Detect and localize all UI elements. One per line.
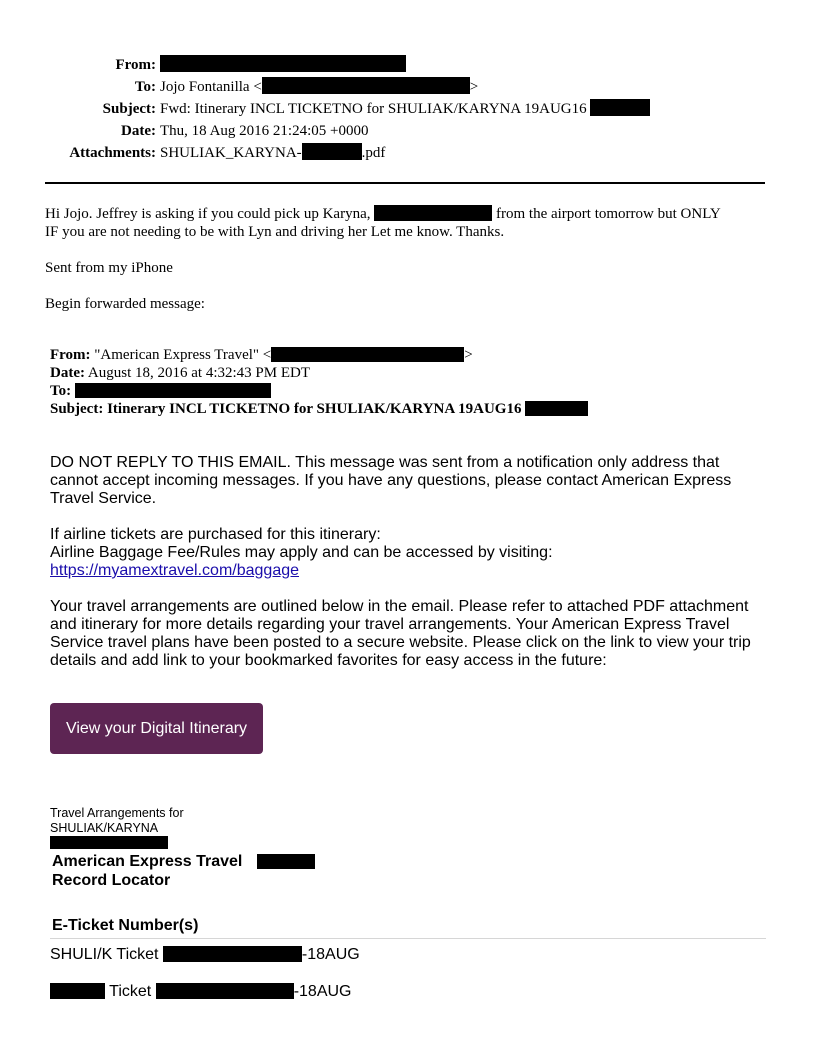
attachment-suffix[interactable]: .pdf (361, 145, 386, 161)
redacted-passenger-name (50, 983, 105, 999)
redacted-body-name (374, 205, 492, 221)
arrangements-paragraph: Your travel arrangements are outlined below in the email. Please refer to attached PDF attachment and itinerary for more details regarding your travel arrangements. Your American Express Travel Service travel plans have been posted to a secure website. Please click on the link to view your trip details and add link to your bookmarked favorites for easy access in the future: (50, 598, 751, 669)
fwd-date-label: Date: (50, 365, 85, 381)
redacted-record-locator (257, 854, 315, 869)
to-close: > (469, 79, 479, 95)
attachments-label: Attachments: (69, 145, 156, 161)
travel-arrangements (50, 806, 184, 853)
baggage-link[interactable]: https://myamextravel.com/baggage (50, 562, 300, 579)
redacted-attachment (302, 143, 362, 160)
to-label: To: (134, 79, 156, 95)
arrangements-line2: SHULIAK/KARYNA (50, 821, 159, 835)
redacted-to-email (262, 77, 470, 94)
signature: Sent from my iPhone (45, 260, 173, 276)
record-locator (52, 852, 315, 890)
view-itinerary-button[interactable]: View your Digital Itinerary (50, 703, 263, 754)
ticket-row (50, 982, 351, 1002)
no-reply-paragraph: DO NOT REPLY TO THIS EMAIL. This message was sent from a notification only address that cannot accept incoming messages. If you have any questions, please contact American Express Travel Service. (50, 454, 732, 507)
ticket-suffix: -18AUG (293, 983, 352, 1000)
ticket-name: SHULI/K Ticket (50, 946, 163, 963)
date-label: Date: (121, 123, 156, 139)
header-subject-row (0, 98, 816, 120)
body-line2: IF you are not needing to be with Lyn and driving her Let me know. Thanks. (45, 224, 505, 240)
body-line1-part2: from the airport tomorrow but ONLY (496, 206, 721, 222)
header-to-row (0, 76, 816, 98)
from-label: From: (115, 57, 156, 73)
header-divider (45, 182, 765, 184)
header-attachments-row (0, 142, 816, 164)
fwd-to-label: To: (50, 383, 72, 399)
to-name: Jojo Fontanilla < (160, 79, 262, 95)
header-date-row (0, 120, 816, 142)
body-line1-part1: Hi Jojo. Jeffrey is asking if you could pick up Karyna, (45, 206, 371, 222)
redacted-ticket-number (163, 946, 302, 962)
forwarded-header (50, 346, 588, 418)
eticket-divider (50, 938, 766, 939)
redacted-fwd-to (75, 383, 271, 398)
fwd-subject-value: Itinerary INCL TICKETNO for SHULIAK/KARYNA 19AUG16 (107, 401, 522, 417)
record-locator-line2: Record Locator (52, 872, 171, 889)
fwd-subject-label: Subject: (50, 401, 104, 417)
body-paragraph (45, 205, 770, 241)
redacted-ticket-number (156, 983, 294, 999)
redacted-from (160, 55, 406, 72)
email-header (0, 54, 816, 164)
header-from-row (0, 54, 816, 76)
redacted-arrangements (50, 836, 168, 849)
ticket-row (50, 945, 360, 965)
redacted-subject (590, 99, 650, 116)
baggage-paragraph (50, 526, 770, 580)
ticket-name: Ticket (105, 983, 156, 1000)
ticket-suffix: -18AUG (301, 946, 360, 963)
eticket-title: E-Ticket Number(s) (52, 917, 199, 934)
begin-forwarded: Begin forwarded message: (45, 296, 205, 312)
arrangements-line1: Travel Arrangements for (50, 806, 184, 820)
fwd-from-close: > (464, 347, 473, 363)
fwd-from-value: "American Express Travel" < (94, 347, 272, 363)
redacted-fwd-subject (525, 401, 588, 416)
baggage-line1: If airline tickets are purchased for this itinerary: (50, 526, 381, 543)
redacted-fwd-from (271, 347, 464, 362)
fwd-date-value: August 18, 2016 at 4:32:43 PM EDT (87, 365, 311, 381)
subject-text: Fwd: Itinerary INCL TICKETNO for SHULIAK/KARYNA 19AUG16 (160, 101, 587, 117)
subject-label: Subject: (102, 101, 156, 117)
date-text: Thu, 18 Aug 2016 21:24:05 +0000 (160, 123, 369, 139)
attachment-prefix[interactable]: SHULIAK_KARYNA- (160, 145, 302, 161)
fwd-from-label: From: (50, 347, 91, 363)
baggage-line2: Airline Baggage Fee/Rules may apply and can be accessed by visiting: (50, 544, 553, 561)
record-locator-line1: American Express Travel (52, 853, 243, 870)
